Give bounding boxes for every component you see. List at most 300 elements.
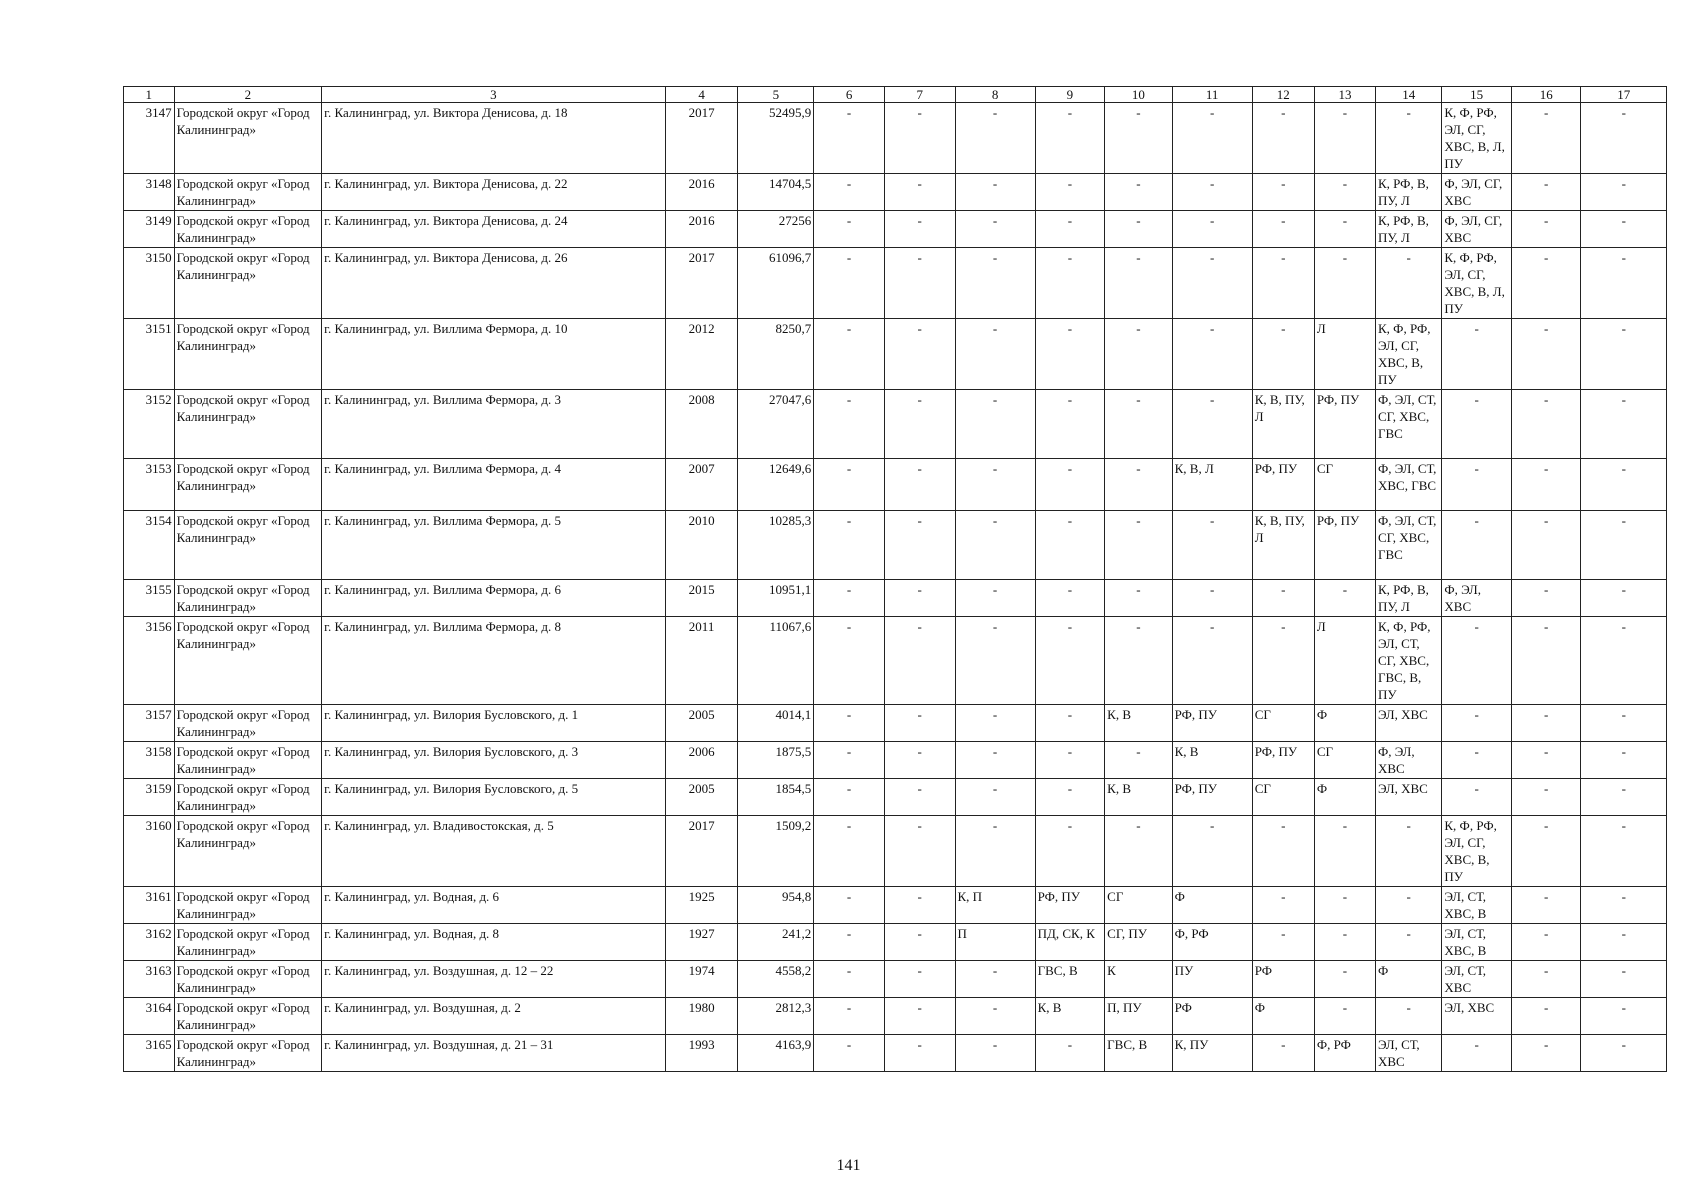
value-cell-col-15: К, Ф, РФ, ЭЛ, СГ, ХВС, В, Л, ПУ bbox=[1442, 103, 1512, 174]
value-cell-col-17: - bbox=[1581, 1035, 1667, 1072]
address-cell: г. Калининград, ул. Виктора Денисова, д. 24 bbox=[322, 211, 666, 248]
row-number: 3162 bbox=[124, 924, 175, 961]
column-number-13: 13 bbox=[1314, 87, 1375, 103]
value-cell-col-8: - bbox=[955, 742, 1035, 779]
value-cell-col-13: - bbox=[1314, 924, 1375, 961]
table-row bbox=[124, 998, 1667, 1035]
value-cell-col-6: - bbox=[814, 924, 885, 961]
value-cell-col-16: - bbox=[1511, 779, 1581, 816]
column-number-7: 7 bbox=[884, 87, 955, 103]
value-cell-col-6: - bbox=[814, 174, 885, 211]
address-cell: г. Калининград, ул. Вилория Бусловского, д. 3 bbox=[322, 742, 666, 779]
value-cell-col-9: - bbox=[1035, 459, 1105, 511]
value-cell-col-7: - bbox=[884, 211, 955, 248]
owner-cell: Городской округ «Город Калининград» bbox=[174, 174, 322, 211]
value-cell-col-15: - bbox=[1442, 459, 1512, 511]
value-cell-col-12: - bbox=[1252, 1035, 1314, 1072]
value-cell-col-8: - bbox=[955, 617, 1035, 705]
year-cell: 2005 bbox=[665, 779, 738, 816]
area-cell: 12649,6 bbox=[738, 459, 814, 511]
address-cell: г. Калининград, ул. Виктора Денисова, д. 26 bbox=[322, 248, 666, 319]
value-cell-col-14: К, РФ, В, ПУ, Л bbox=[1376, 174, 1442, 211]
value-cell-col-7: - bbox=[884, 1035, 955, 1072]
value-cell-col-16: - bbox=[1511, 961, 1581, 998]
value-cell-col-10: ГВС, В bbox=[1105, 1035, 1172, 1072]
value-cell-col-11: Ф, РФ bbox=[1172, 924, 1252, 961]
value-cell-col-7: - bbox=[884, 319, 955, 390]
value-cell-col-8: - bbox=[955, 998, 1035, 1035]
address-cell: г. Калининград, ул. Виллима Фермора, д. 8 bbox=[322, 617, 666, 705]
value-cell-col-12: - bbox=[1252, 174, 1314, 211]
value-cell-col-9: - bbox=[1035, 816, 1105, 887]
owner-cell: Городской округ «Город Калининград» bbox=[174, 580, 322, 617]
address-cell: г. Калининград, ул. Вилория Бусловского, д. 1 bbox=[322, 705, 666, 742]
value-cell-col-7: - bbox=[884, 617, 955, 705]
address-cell: г. Калининград, ул. Воздушная, д. 21 – 31 bbox=[322, 1035, 666, 1072]
year-cell: 2017 bbox=[665, 103, 738, 174]
value-cell-col-7: - bbox=[884, 511, 955, 580]
area-cell: 954,8 bbox=[738, 887, 814, 924]
value-cell-col-8: - bbox=[955, 174, 1035, 211]
column-number-4: 4 bbox=[665, 87, 738, 103]
row-number: 3153 bbox=[124, 459, 175, 511]
value-cell-col-6: - bbox=[814, 887, 885, 924]
value-cell-col-6: - bbox=[814, 617, 885, 705]
value-cell-col-17: - bbox=[1581, 742, 1667, 779]
value-cell-col-9: - bbox=[1035, 174, 1105, 211]
value-cell-col-16: - bbox=[1511, 924, 1581, 961]
value-cell-col-8: - bbox=[955, 961, 1035, 998]
value-cell-col-13: - bbox=[1314, 580, 1375, 617]
address-cell: г. Калининград, ул. Виллима Фермора, д. 3 bbox=[322, 390, 666, 459]
value-cell-col-14: К, РФ, В, ПУ, Л bbox=[1376, 211, 1442, 248]
value-cell-col-12: К, В, ПУ, Л bbox=[1252, 511, 1314, 580]
value-cell-col-12: СГ bbox=[1252, 705, 1314, 742]
value-cell-col-11: - bbox=[1172, 580, 1252, 617]
value-cell-col-8: - bbox=[955, 319, 1035, 390]
value-cell-col-12: - bbox=[1252, 617, 1314, 705]
value-cell-col-12: - bbox=[1252, 816, 1314, 887]
value-cell-col-13: - bbox=[1314, 174, 1375, 211]
value-cell-col-9: - bbox=[1035, 742, 1105, 779]
column-number-14: 14 bbox=[1376, 87, 1442, 103]
value-cell-col-14: ЭЛ, ХВС bbox=[1376, 779, 1442, 816]
value-cell-col-7: - bbox=[884, 924, 955, 961]
value-cell-col-15: - bbox=[1442, 705, 1512, 742]
value-cell-col-15: К, Ф, РФ, ЭЛ, СГ, ХВС, В, Л, ПУ bbox=[1442, 248, 1512, 319]
value-cell-col-13: - bbox=[1314, 211, 1375, 248]
value-cell-col-11: - bbox=[1172, 211, 1252, 248]
address-cell: г. Калининград, ул. Виллима Фермора, д. 10 bbox=[322, 319, 666, 390]
column-number-5: 5 bbox=[738, 87, 814, 103]
row-number: 3163 bbox=[124, 961, 175, 998]
value-cell-col-17: - bbox=[1581, 103, 1667, 174]
value-cell-col-7: - bbox=[884, 742, 955, 779]
value-cell-col-16: - bbox=[1511, 511, 1581, 580]
value-cell-col-6: - bbox=[814, 459, 885, 511]
address-cell: г. Калининград, ул. Воздушная, д. 12 – 22 bbox=[322, 961, 666, 998]
value-cell-col-14: К, РФ, В, ПУ, Л bbox=[1376, 580, 1442, 617]
row-number: 3154 bbox=[124, 511, 175, 580]
table-row bbox=[124, 779, 1667, 816]
value-cell-col-7: - bbox=[884, 103, 955, 174]
table-row bbox=[124, 174, 1667, 211]
value-cell-col-16: - bbox=[1511, 1035, 1581, 1072]
value-cell-col-11: - bbox=[1172, 103, 1252, 174]
value-cell-col-11: К, В, Л bbox=[1172, 459, 1252, 511]
value-cell-col-13: Ф, РФ bbox=[1314, 1035, 1375, 1072]
value-cell-col-10: - bbox=[1105, 390, 1172, 459]
value-cell-col-16: - bbox=[1511, 742, 1581, 779]
value-cell-col-15: ЭЛ, ХВС bbox=[1442, 998, 1512, 1035]
value-cell-col-6: - bbox=[814, 511, 885, 580]
value-cell-col-17: - bbox=[1581, 887, 1667, 924]
value-cell-col-16: - bbox=[1511, 816, 1581, 887]
owner-cell: Городской округ «Город Калининград» bbox=[174, 887, 322, 924]
owner-cell: Городской округ «Город Калининград» bbox=[174, 705, 322, 742]
owner-cell: Городской округ «Город Калининград» bbox=[174, 816, 322, 887]
column-number-6: 6 bbox=[814, 87, 885, 103]
value-cell-col-6: - bbox=[814, 211, 885, 248]
column-number-10: 10 bbox=[1105, 87, 1172, 103]
value-cell-col-10: - bbox=[1105, 617, 1172, 705]
value-cell-col-17: - bbox=[1581, 459, 1667, 511]
value-cell-col-13: РФ, ПУ bbox=[1314, 511, 1375, 580]
value-cell-col-13: СГ bbox=[1314, 742, 1375, 779]
area-cell: 2812,3 bbox=[738, 998, 814, 1035]
value-cell-col-8: - bbox=[955, 580, 1035, 617]
value-cell-col-14: - bbox=[1376, 887, 1442, 924]
value-cell-col-7: - bbox=[884, 174, 955, 211]
table-row bbox=[124, 103, 1667, 174]
value-cell-col-12: - bbox=[1252, 248, 1314, 319]
row-number: 3164 bbox=[124, 998, 175, 1035]
row-number: 3157 bbox=[124, 705, 175, 742]
value-cell-col-9: - bbox=[1035, 511, 1105, 580]
owner-cell: Городской округ «Город Калининград» bbox=[174, 998, 322, 1035]
address-cell: г. Калининград, ул. Вилория Бусловского, д. 5 bbox=[322, 779, 666, 816]
area-cell: 8250,7 bbox=[738, 319, 814, 390]
value-cell-col-11: - bbox=[1172, 617, 1252, 705]
value-cell-col-13: - bbox=[1314, 887, 1375, 924]
value-cell-col-8: П bbox=[955, 924, 1035, 961]
value-cell-col-14: - bbox=[1376, 248, 1442, 319]
value-cell-col-13: - bbox=[1314, 248, 1375, 319]
value-cell-col-8: - bbox=[955, 459, 1035, 511]
column-number-1: 1 bbox=[124, 87, 175, 103]
year-cell: 2006 bbox=[665, 742, 738, 779]
value-cell-col-12: РФ bbox=[1252, 961, 1314, 998]
value-cell-col-14: Ф, ЭЛ, ХВС bbox=[1376, 742, 1442, 779]
value-cell-col-12: Ф bbox=[1252, 998, 1314, 1035]
value-cell-col-9: - bbox=[1035, 390, 1105, 459]
area-cell: 4558,2 bbox=[738, 961, 814, 998]
value-cell-col-11: ПУ bbox=[1172, 961, 1252, 998]
value-cell-col-10: К, В bbox=[1105, 779, 1172, 816]
value-cell-col-15: - bbox=[1442, 742, 1512, 779]
value-cell-col-17: - bbox=[1581, 924, 1667, 961]
value-cell-col-6: - bbox=[814, 998, 885, 1035]
table-row bbox=[124, 211, 1667, 248]
address-cell: г. Калининград, ул. Водная, д. 6 bbox=[322, 887, 666, 924]
value-cell-col-9: РФ, ПУ bbox=[1035, 887, 1105, 924]
column-number-15: 15 bbox=[1442, 87, 1512, 103]
owner-cell: Городской округ «Город Калининград» bbox=[174, 319, 322, 390]
value-cell-col-9: ГВС, В bbox=[1035, 961, 1105, 998]
value-cell-col-17: - bbox=[1581, 211, 1667, 248]
value-cell-col-11: РФ, ПУ bbox=[1172, 779, 1252, 816]
owner-cell: Городской округ «Город Калининград» bbox=[174, 390, 322, 459]
owner-cell: Городской округ «Город Калининград» bbox=[174, 511, 322, 580]
value-cell-col-11: - bbox=[1172, 511, 1252, 580]
value-cell-col-6: - bbox=[814, 816, 885, 887]
column-number-16: 16 bbox=[1511, 87, 1581, 103]
year-cell: 1993 bbox=[665, 1035, 738, 1072]
owner-cell: Городской округ «Город Калининград» bbox=[174, 211, 322, 248]
year-cell: 2017 bbox=[665, 248, 738, 319]
value-cell-col-7: - bbox=[884, 779, 955, 816]
address-cell: г. Калининград, ул. Воздушная, д. 2 bbox=[322, 998, 666, 1035]
value-cell-col-8: - bbox=[955, 211, 1035, 248]
value-cell-col-6: - bbox=[814, 248, 885, 319]
value-cell-col-11: - bbox=[1172, 390, 1252, 459]
value-cell-col-17: - bbox=[1581, 319, 1667, 390]
value-cell-col-12: - bbox=[1252, 924, 1314, 961]
value-cell-col-10: К bbox=[1105, 961, 1172, 998]
value-cell-col-10: - bbox=[1105, 211, 1172, 248]
table-row bbox=[124, 961, 1667, 998]
value-cell-col-6: - bbox=[814, 580, 885, 617]
register-table bbox=[123, 86, 1667, 1072]
value-cell-col-12: - bbox=[1252, 103, 1314, 174]
table-row bbox=[124, 459, 1667, 511]
value-cell-col-17: - bbox=[1581, 617, 1667, 705]
value-cell-col-15: К, Ф, РФ, ЭЛ, СГ, ХВС, В, ПУ bbox=[1442, 816, 1512, 887]
row-number: 3147 bbox=[124, 103, 175, 174]
value-cell-col-11: Ф bbox=[1172, 887, 1252, 924]
area-cell: 10951,1 bbox=[738, 580, 814, 617]
value-cell-col-15: ЭЛ, СТ, ХВС, В bbox=[1442, 887, 1512, 924]
value-cell-col-8: - bbox=[955, 705, 1035, 742]
value-cell-col-17: - bbox=[1581, 511, 1667, 580]
column-number-12: 12 bbox=[1252, 87, 1314, 103]
area-cell: 27256 bbox=[738, 211, 814, 248]
row-number: 3160 bbox=[124, 816, 175, 887]
owner-cell: Городской округ «Город Калининград» bbox=[174, 103, 322, 174]
row-number: 3161 bbox=[124, 887, 175, 924]
value-cell-col-6: - bbox=[814, 390, 885, 459]
row-number: 3165 bbox=[124, 1035, 175, 1072]
value-cell-col-17: - bbox=[1581, 248, 1667, 319]
table-row bbox=[124, 705, 1667, 742]
row-number: 3159 bbox=[124, 779, 175, 816]
row-number: 3155 bbox=[124, 580, 175, 617]
value-cell-col-8: - bbox=[955, 390, 1035, 459]
value-cell-col-17: - bbox=[1581, 390, 1667, 459]
area-cell: 61096,7 bbox=[738, 248, 814, 319]
row-number: 3151 bbox=[124, 319, 175, 390]
value-cell-col-6: - bbox=[814, 779, 885, 816]
value-cell-col-7: - bbox=[884, 705, 955, 742]
value-cell-col-7: - bbox=[884, 248, 955, 319]
value-cell-col-16: - bbox=[1511, 390, 1581, 459]
value-cell-col-10: - bbox=[1105, 248, 1172, 319]
value-cell-col-17: - bbox=[1581, 961, 1667, 998]
value-cell-col-14: Ф, ЭЛ, СТ, СГ, ХВС, ГВС bbox=[1376, 511, 1442, 580]
area-cell: 241,2 bbox=[738, 924, 814, 961]
value-cell-col-10: - bbox=[1105, 580, 1172, 617]
year-cell: 2011 bbox=[665, 617, 738, 705]
value-cell-col-17: - bbox=[1581, 998, 1667, 1035]
table-row bbox=[124, 319, 1667, 390]
address-cell: г. Калининград, ул. Владивостокская, д. 5 bbox=[322, 816, 666, 887]
value-cell-col-12: - bbox=[1252, 319, 1314, 390]
value-cell-col-14: Ф bbox=[1376, 961, 1442, 998]
owner-cell: Городской округ «Город Калининград» bbox=[174, 459, 322, 511]
value-cell-col-10: - bbox=[1105, 319, 1172, 390]
value-cell-col-13: - bbox=[1314, 816, 1375, 887]
area-cell: 1875,5 bbox=[738, 742, 814, 779]
year-cell: 2015 bbox=[665, 580, 738, 617]
value-cell-col-8: - bbox=[955, 816, 1035, 887]
value-cell-col-7: - bbox=[884, 887, 955, 924]
value-cell-col-12: - bbox=[1252, 211, 1314, 248]
value-cell-col-13: Ф bbox=[1314, 705, 1375, 742]
value-cell-col-12: РФ, ПУ bbox=[1252, 742, 1314, 779]
area-cell: 14704,5 bbox=[738, 174, 814, 211]
value-cell-col-14: Ф, ЭЛ, СТ, СГ, ХВС, ГВС bbox=[1376, 390, 1442, 459]
value-cell-col-7: - bbox=[884, 816, 955, 887]
value-cell-col-8: - bbox=[955, 1035, 1035, 1072]
value-cell-col-9: - bbox=[1035, 319, 1105, 390]
value-cell-col-11: - bbox=[1172, 319, 1252, 390]
value-cell-col-7: - bbox=[884, 961, 955, 998]
table-body bbox=[124, 103, 1667, 1072]
area-cell: 11067,6 bbox=[738, 617, 814, 705]
value-cell-col-7: - bbox=[884, 459, 955, 511]
value-cell-col-8: - bbox=[955, 103, 1035, 174]
value-cell-col-13: СГ bbox=[1314, 459, 1375, 511]
value-cell-col-14: К, Ф, РФ, ЭЛ, СГ, ХВС, В, ПУ bbox=[1376, 319, 1442, 390]
year-cell: 2016 bbox=[665, 174, 738, 211]
owner-cell: Городской округ «Город Калининград» bbox=[174, 742, 322, 779]
value-cell-col-17: - bbox=[1581, 779, 1667, 816]
value-cell-col-6: - bbox=[814, 705, 885, 742]
value-cell-col-12: СГ bbox=[1252, 779, 1314, 816]
owner-cell: Городской округ «Город Калининград» bbox=[174, 924, 322, 961]
year-cell: 1974 bbox=[665, 961, 738, 998]
value-cell-col-16: - bbox=[1511, 103, 1581, 174]
value-cell-col-9: - bbox=[1035, 705, 1105, 742]
table-row bbox=[124, 742, 1667, 779]
value-cell-col-9: - bbox=[1035, 617, 1105, 705]
value-cell-col-14: К, Ф, РФ, ЭЛ, СТ, СГ, ХВС, ГВС, В, ПУ bbox=[1376, 617, 1442, 705]
year-cell: 2012 bbox=[665, 319, 738, 390]
table-row bbox=[124, 924, 1667, 961]
table-row bbox=[124, 580, 1667, 617]
table-row bbox=[124, 1035, 1667, 1072]
value-cell-col-11: К, В bbox=[1172, 742, 1252, 779]
year-cell: 2016 bbox=[665, 211, 738, 248]
value-cell-col-6: - bbox=[814, 103, 885, 174]
address-cell: г. Калининград, ул. Водная, д. 8 bbox=[322, 924, 666, 961]
value-cell-col-9: - bbox=[1035, 1035, 1105, 1072]
value-cell-col-8: - bbox=[955, 511, 1035, 580]
area-cell: 4014,1 bbox=[738, 705, 814, 742]
address-cell: г. Калининград, ул. Виллима Фермора, д. 6 bbox=[322, 580, 666, 617]
value-cell-col-12: РФ, ПУ bbox=[1252, 459, 1314, 511]
column-number-3: 3 bbox=[322, 87, 666, 103]
address-cell: г. Калининград, ул. Виллима Фермора, д. 4 bbox=[322, 459, 666, 511]
value-cell-col-6: - bbox=[814, 961, 885, 998]
value-cell-col-14: ЭЛ, ХВС bbox=[1376, 705, 1442, 742]
owner-cell: Городской округ «Город Калининград» bbox=[174, 617, 322, 705]
value-cell-col-6: - bbox=[814, 319, 885, 390]
area-cell: 27047,6 bbox=[738, 390, 814, 459]
value-cell-col-9: К, В bbox=[1035, 998, 1105, 1035]
value-cell-col-10: К, В bbox=[1105, 705, 1172, 742]
value-cell-col-11: РФ bbox=[1172, 998, 1252, 1035]
value-cell-col-11: РФ, ПУ bbox=[1172, 705, 1252, 742]
value-cell-col-7: - bbox=[884, 580, 955, 617]
value-cell-col-13: - bbox=[1314, 998, 1375, 1035]
value-cell-col-7: - bbox=[884, 390, 955, 459]
value-cell-col-14: ЭЛ, СТ, ХВС bbox=[1376, 1035, 1442, 1072]
value-cell-col-10: - bbox=[1105, 103, 1172, 174]
value-cell-col-15: Ф, ЭЛ, ХВС bbox=[1442, 580, 1512, 617]
value-cell-col-14: - bbox=[1376, 924, 1442, 961]
value-cell-col-9: - bbox=[1035, 248, 1105, 319]
column-number-8: 8 bbox=[955, 87, 1035, 103]
value-cell-col-13: Ф bbox=[1314, 779, 1375, 816]
value-cell-col-10: СГ, ПУ bbox=[1105, 924, 1172, 961]
value-cell-col-15: - bbox=[1442, 511, 1512, 580]
value-cell-col-15: Ф, ЭЛ, СГ, ХВС bbox=[1442, 174, 1512, 211]
value-cell-col-16: - bbox=[1511, 459, 1581, 511]
address-cell: г. Калининград, ул. Виллима Фермора, д. 5 bbox=[322, 511, 666, 580]
value-cell-col-11: - bbox=[1172, 816, 1252, 887]
value-cell-col-16: - bbox=[1511, 248, 1581, 319]
value-cell-col-16: - bbox=[1511, 211, 1581, 248]
value-cell-col-8: - bbox=[955, 248, 1035, 319]
area-cell: 1854,5 bbox=[738, 779, 814, 816]
table-row bbox=[124, 816, 1667, 887]
area-cell: 4163,9 bbox=[738, 1035, 814, 1072]
value-cell-col-11: - bbox=[1172, 248, 1252, 319]
page-number: 141 bbox=[836, 1157, 861, 1174]
value-cell-col-15: - bbox=[1442, 779, 1512, 816]
value-cell-col-15: - bbox=[1442, 1035, 1512, 1072]
row-number: 3150 bbox=[124, 248, 175, 319]
value-cell-col-10: - bbox=[1105, 174, 1172, 211]
column-number-row bbox=[124, 87, 1667, 103]
year-cell: 1980 bbox=[665, 998, 738, 1035]
value-cell-col-16: - bbox=[1511, 580, 1581, 617]
column-number-11: 11 bbox=[1172, 87, 1252, 103]
value-cell-col-10: П, ПУ bbox=[1105, 998, 1172, 1035]
value-cell-col-9: - bbox=[1035, 580, 1105, 617]
year-cell: 2017 bbox=[665, 816, 738, 887]
value-cell-col-8: К, П bbox=[955, 887, 1035, 924]
area-cell: 10285,3 bbox=[738, 511, 814, 580]
value-cell-col-17: - bbox=[1581, 174, 1667, 211]
year-cell: 1925 bbox=[665, 887, 738, 924]
row-number: 3149 bbox=[124, 211, 175, 248]
value-cell-col-12: - bbox=[1252, 887, 1314, 924]
value-cell-col-13: Л bbox=[1314, 617, 1375, 705]
owner-cell: Городской округ «Город Калининград» bbox=[174, 248, 322, 319]
value-cell-col-10: - bbox=[1105, 459, 1172, 511]
